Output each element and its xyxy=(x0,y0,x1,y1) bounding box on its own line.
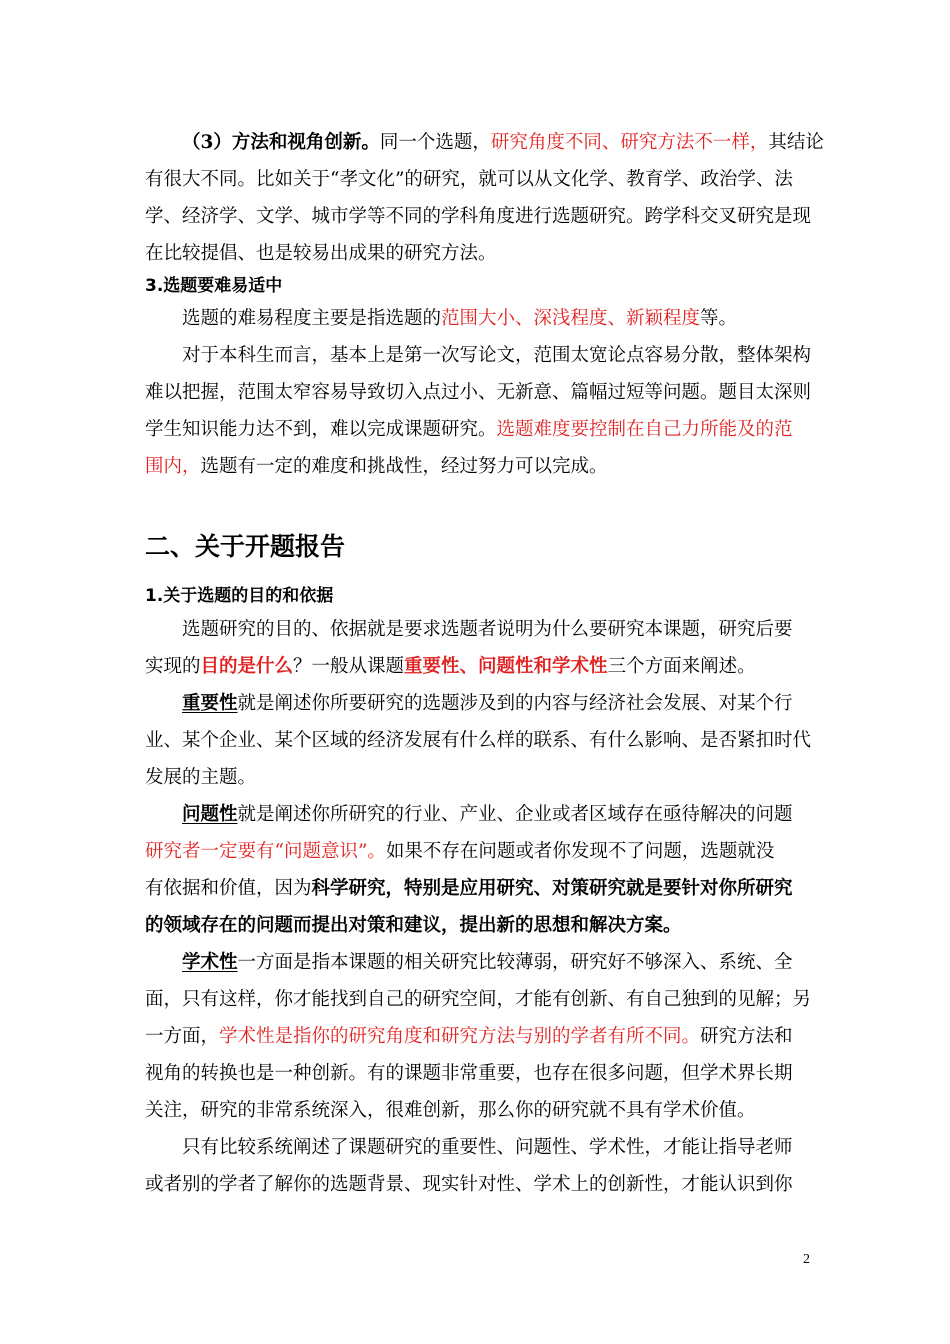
heading-opening-report: 二、关于开题报告 xyxy=(145,532,346,561)
paragraph-academic: 学术性一方面是指本课题的相关研究比较薄弱，研究好不够深入、系统、全 面，只有这样，你才能找到自己的研究空间，才能有创新、有自己独到的见解；另 一方面，学术性是指你的研究角度和研究方法与别的学者有所不同。研究方法和 视角的转换也是一种创新。有的课题非常重要，也存在很多问题，但学术界长期 关注，研究的非常系统深入，很难创新，那么你的研究就不具有学术价值。 xyxy=(145,952,812,1121)
red-highlight: 选题难度要控制在自己力所能及的范 xyxy=(496,419,793,440)
paragraph-difficulty-1: 选题的难易程度主要是指选题的范围大小、深浅程度、新颖程度等。 xyxy=(182,308,738,329)
lead-bold-method: （3）方法和视角创新。 xyxy=(182,132,380,153)
red-bold-highlight: 目的是什么 xyxy=(200,656,294,677)
red-highlight: 围内， xyxy=(145,456,201,477)
page-number: 2 xyxy=(803,1252,810,1267)
red-highlight: 研究角度不同、研究方法不一样， xyxy=(490,132,769,153)
paragraph-importance: 重要性就是阐述你所要研究的选题涉及到的内容与经济社会发展、对某个行 业、某个企业、某个区域的经济发展有什么样的联系、有什么影响、是否紧扣时代 发展的主题。 xyxy=(145,693,812,788)
red-highlight: 学术性是指你的研究角度和研究方法与别的学者有所不同。 xyxy=(219,1026,701,1047)
bold-emphasis: 科学研究，特别是应用研究、对策研究就是要针对你所研究 xyxy=(311,878,793,899)
paragraph-difficulty-2: 对于本科生而言，基本上是第一次写论文，范围太宽论点容易分散，整体架构 难以把握，范围太窄容易导致切入点过小、无新意、篇幅过短等问题。题目太深则 学生知识能力达不到，难以完成课题研究。选题难度要控制在自己力所能及的范 围内，选题有一定的难度和挑战性，经过努力可以完成。 xyxy=(145,345,812,477)
heading-purpose: 1.关于选题的目的和依据 xyxy=(145,586,334,606)
term-academic: 学术性 xyxy=(182,952,238,973)
paragraph-summary: 只有比较系统阐述了课题研究的重要性、问题性、学术性，才能让指导老师 或者别的学者了解你的选题背景、现实针对性、学术上的创新性，才能认识到你 xyxy=(145,1137,793,1195)
red-bold-highlight: 重要性、问题性和学术性 xyxy=(404,656,608,677)
term-problem: 问题性 xyxy=(182,804,238,825)
paragraph-problem: 问题性就是阐述你所研究的行业、产业、企业或者区域存在亟待解决的问题 研究者一定要有“问题意识”。如果不存在问题或者你发现不了问题，选题就没 有依据和价值，因为科学研究，特别是应用研究、对策研究就是要针对你所研究 的领域存在的问题而提出对策和建议，提出新的思想和解决方案。 xyxy=(145,796,810,944)
term-importance: 重要性 xyxy=(182,693,238,714)
paragraph-method-innovation: （3）方法和视角创新。同一个选题，研究角度不同、研究方法不一样，其结论 有很大不同。比如关于“孝文化”的研究，就可以从文化学、教育学、政治学、法 学、经济学、文学、城市学等不同的学科角度进行选题研究。跨学科交叉研究是现 在比较提倡、也是较易出成果的研究方法。 xyxy=(145,132,824,264)
red-highlight: 范围大小、深浅程度、新颖程度 xyxy=(441,308,701,329)
paragraph-purpose: 选题研究的目的、依据就是要求选题者说明为什么要研究本课题，研究后要 实现的目的是什么？一般从课题重要性、问题性和学术性三个方面来阐述。 xyxy=(145,619,793,677)
heading-difficulty: 3.选题要难易适中 xyxy=(145,276,283,296)
red-highlight: 研究者一定要有“问题意识”。 xyxy=(145,841,386,862)
bold-emphasis: 的领域存在的问题而提出对策和建议，提出新的思想和解决方案。 xyxy=(145,915,682,936)
